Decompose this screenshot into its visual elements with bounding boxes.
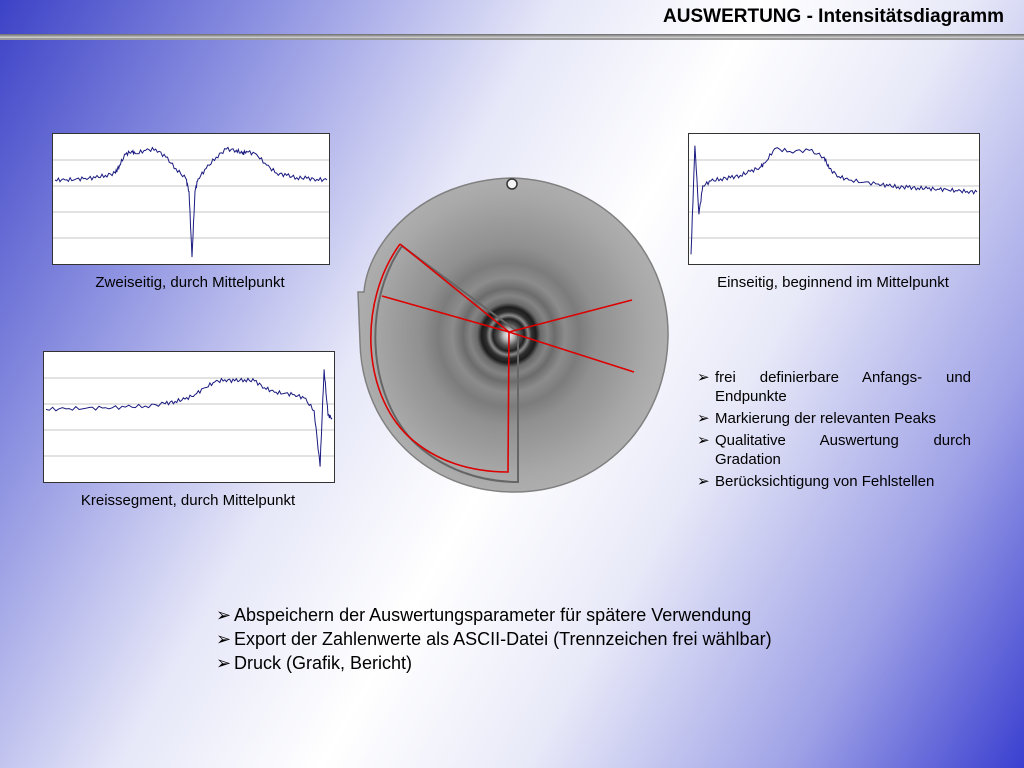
arrow-bullet-icon: ➢	[216, 629, 232, 649]
plot-one-sided-svg	[689, 134, 979, 264]
arrow-bullet-icon: ➢	[697, 410, 710, 427]
features-list	[697, 368, 971, 494]
list-item: ➢ Qualitative Auswertung durch Gradation	[697, 432, 971, 468]
intensity-series-line	[55, 147, 327, 257]
list-item: ➢ Berücksichtigung von Fehlstellen	[697, 473, 935, 490]
intensity-series-line	[46, 369, 332, 466]
diffraction-image	[352, 172, 672, 498]
arrow-bullet-icon: ➢	[697, 432, 710, 449]
slide-title: AUSWERTUNG - Intensitätsdiagramm	[663, 6, 1004, 27]
arrow-bullet-icon: ➢	[697, 473, 710, 490]
list-item: ➢ Export der Zahlenwerte als ASCII-Datei (Trennzeichen frei wählbar)	[216, 629, 772, 649]
intensity-plot-one-sided	[688, 133, 980, 265]
plot-segment-svg	[44, 352, 334, 482]
list-item: ➢ frei definierbare Anfangs- und Endpunkte	[697, 369, 971, 405]
list-item: ➢ Markierung der relevanten Peaks	[697, 410, 936, 427]
title-divider-shadow	[0, 38, 1024, 40]
caption-two-sided: Zweiseitig, durch Mittelpunkt	[95, 274, 285, 291]
intensity-plot-two-sided	[52, 133, 330, 265]
export-options-list	[216, 603, 772, 675]
arrow-bullet-icon: ➢	[216, 653, 232, 673]
arrow-bullet-icon: ➢	[216, 605, 232, 625]
list-item: ➢ Druck (Grafik, Bericht)	[216, 653, 413, 673]
intensity-plot-segment	[43, 351, 335, 483]
diffraction-disc-svg	[352, 172, 672, 498]
caption-one-sided: Einseitig, beginnend im Mittelpunkt	[717, 274, 949, 291]
list-item: ➢ Abspeichern der Auswertungsparameter für spätere Verwendung	[216, 605, 752, 625]
arrow-bullet-icon: ➢	[697, 369, 710, 386]
plot-two-sided-svg	[53, 134, 329, 264]
caption-segment: Kreissegment, durch Mittelpunkt	[80, 492, 296, 509]
